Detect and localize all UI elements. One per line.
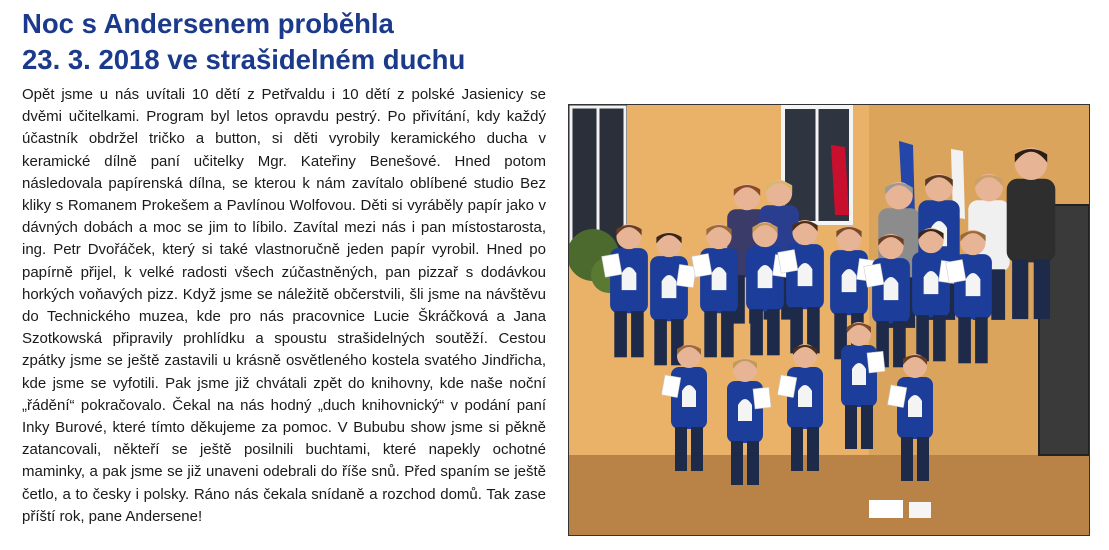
photo-floor	[569, 455, 1089, 535]
title-line-1: Noc s Andersenem proběhla	[22, 8, 394, 39]
title-line-2: 23. 3. 2018 ve strašidelném duchu	[22, 44, 466, 75]
group-photo	[568, 104, 1090, 536]
article-title	[22, 6, 622, 78]
group-photo-image	[569, 105, 1089, 535]
photo-paper-floor	[869, 500, 903, 518]
article-body: Opět jsme u nás uvítali 10 dětí z Petřvaldu i 10 dětí z polské Jasienicy se dvěmi učitelkami. Program byl letos opravdu pestrý. Po přivítání, kdy každý účastník obdržel tričko a button, si děti vyrobily keramického ducha v keramické dílně paní učitelky Mgr. Kateřiny Benešové. Hned potom následovala papírenská dílna, se kterou k nám zavítalo oblíbené studio Bez kliky s Romanem Prokešem a Pavlínou Wolfovou. Děti si vyráběly papír jako v dávných dobách a moc se jim to líbilo. Zavítal mezi nás i pan místostarosta, ing. Petr Dvořáček, který si také vlastnoručně jeden papír vyrobil. Hned po papírně přijel, k velké radosti všech zúčastněných, pan pizzař s dodávkou horkých voňavých pizz. Když jsme se náležitě občerstvili, šli jsme na návštěvu do Technického muzea, kde pro nás pracovnice Lucie Škráčková a Jana Szotkowská připravily prohlídku a spoustu strašidelných soutěží. Cestou zpátky jsme se ještě zastavili u krásně osvětleného kostela svatého Jindřicha, kde jsme se vyfotili. Pak jsme již chvátali zpět do knihovny, kde naše noční „řádění“ pokračovalo. Čekal na nás hodný „duch knihovnický“ v podání paní Inky Burové, které tímto děkujeme za pomoc. V Bububu show jsme si pěkně zatancovali, někteří se ještě posilnili buchtami, které napekly ochotné maminky, a pak jsme se již unaveni odebrali do říše snů. Před spaním se ještě četlo, a to česky i polsky. Ráno nás čekala snídaně a rozchod domů. Tak zase příští rok, pane Andersene!	[22, 86, 546, 525]
